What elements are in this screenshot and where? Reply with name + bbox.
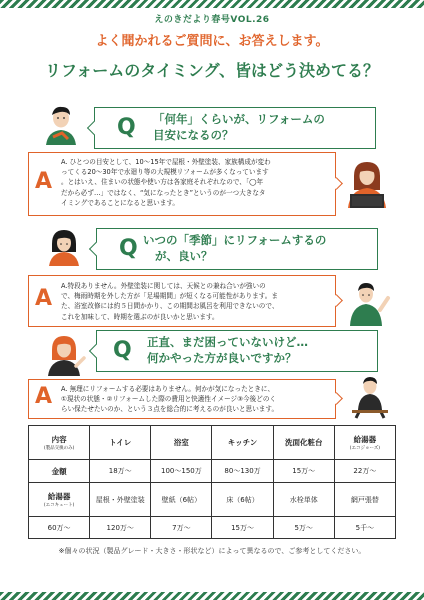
answer-1-mark: A — [35, 169, 53, 194]
question-3-speech-tail — [89, 344, 103, 358]
table-cell: 網戸張替 — [334, 483, 395, 517]
man-waving-illustration — [344, 280, 392, 326]
answer-3-line-1: A. 無理にリフォームする必要はありません。何かが気になったときに、 — [61, 385, 275, 393]
answer-2-line-4: これを加味して、時期を選ぶのが良いかと思います。 — [61, 312, 219, 321]
answer-3-speech-tail — [330, 392, 343, 405]
question-1-speech-tail — [87, 121, 101, 135]
answer-2-line-1: A.特段ありません。外壁塗装に関しては、天候との兼ね合いが強いの — [61, 282, 266, 290]
question-3-line-2: 何かやった方が良いですか？ — [147, 350, 297, 365]
table-cell: 22万〜 — [334, 459, 395, 483]
answer-3-line-3: らい保たせたいのか、という３点を総合的に考えるのが良いと思います。 — [61, 405, 279, 414]
table-cell: 屋根・外壁塗装 — [90, 483, 151, 517]
answer-1-line-1: A. ひとつの目安として、10〜15年で屋根・外壁塗装、家族構成が変わ — [61, 158, 271, 166]
table-cell: 15万〜 — [212, 517, 273, 539]
table-cell-label: 給湯器 — [47, 492, 71, 502]
question-box-3 — [96, 330, 378, 372]
answer-2-line-3: た、浴室改修には約５日間かかり、この期間お風呂を利用できないので、 — [61, 302, 279, 311]
answer-3-mark: A — [35, 384, 53, 409]
table-cell: 壁紙（6帖） — [151, 483, 212, 517]
table-cell — [29, 426, 90, 460]
table-cell: 5千〜 — [334, 517, 395, 539]
table-row — [29, 459, 396, 483]
answer-3-line-2: ①現状の状態・②リフォームした際の費用と快適性イメージ③今後どのく — [61, 395, 277, 404]
table-row — [29, 426, 396, 460]
answer-1-text — [61, 157, 271, 208]
question-1-line-1: 「何年」くらいが、リフォームの — [153, 112, 325, 126]
table-cell: 金額 — [29, 459, 90, 483]
page-title: リフォームのタイミング、皆はどう決めてる？ — [45, 61, 379, 80]
question-1-line-2: 目安になるの？ — [153, 127, 234, 142]
answer-3-text — [61, 384, 278, 415]
table-cell: 100〜150万 — [151, 459, 212, 483]
table-row — [29, 517, 396, 539]
answer-1-line-3: 。とはいえ、住まいの状態や使い方は各家庭それぞれなので、「◯年 — [61, 178, 264, 187]
table-cell — [29, 483, 90, 517]
table-cell: 120万〜 — [90, 517, 151, 539]
table-header-sublabel: (製品交換のみ) — [43, 445, 75, 451]
question-1-text — [153, 112, 325, 143]
answer-2-speech-tail — [330, 294, 343, 307]
woman-with-laptop-illustration — [342, 158, 392, 208]
table-cell-sublabel: (エコジョーズ) — [349, 445, 380, 451]
answer-1-line-2: ってくる20〜30年で水廻り等の大規模リフォームが多くなっています — [61, 168, 269, 177]
table-cell: 5万〜 — [273, 517, 334, 539]
table-cell: 15万〜 — [273, 459, 334, 483]
answer-box-1 — [28, 152, 336, 216]
table-header-label: 内容 — [51, 434, 67, 444]
question-box-1 — [94, 107, 376, 149]
woman-thinking-illustration — [44, 226, 84, 266]
question-2-speech-tail — [89, 242, 103, 256]
issue-label: えのきだより春号VOL.26 — [154, 15, 270, 25]
question-3-line-1: 正直、まだ困っていないけど… — [147, 335, 308, 349]
table-cell-sublabel: (エコキュート) — [43, 503, 75, 509]
answer-box-3 — [28, 379, 336, 419]
table-cell: 18万〜 — [90, 459, 151, 483]
footnote: ※個々の状況（製品グレード・大きさ・形状など）によって異なるので、ご参考としてください。 — [58, 547, 366, 555]
subtitle: よく聞かれるご質問に、お答えします。 — [95, 34, 329, 49]
question-2-line-2: が、良い？ — [155, 248, 213, 263]
question-2-mark: Q — [119, 236, 138, 261]
question-box-2 — [96, 228, 378, 270]
table-cell-label: 給湯器 — [353, 434, 377, 444]
question-2-text — [143, 233, 326, 264]
table-cell: 60万〜 — [29, 517, 90, 539]
cost-table — [28, 425, 396, 539]
question-2-line-1: いつの「季節」にリフォームするの — [143, 233, 327, 247]
answer-2-mark: A — [35, 286, 53, 311]
answer-1-line-5: イミングであることになると思います。 — [61, 198, 180, 207]
table-cell: 洗面化粧台 — [273, 426, 334, 460]
table-cell: 床（6帖） — [212, 483, 273, 517]
table-row — [29, 483, 396, 517]
table-cell: 水栓単体 — [273, 483, 334, 517]
question-3-text — [147, 335, 308, 366]
answer-2-text — [61, 281, 278, 322]
table-cell: 80〜130万 — [212, 459, 273, 483]
table-cell: 7万〜 — [151, 517, 212, 539]
man-sitting-illustration — [344, 374, 392, 420]
question-1-mark: Q — [117, 115, 136, 140]
answer-2-line-2: で、梅雨時期を外した方が「足場期間」が短くなる可能性があります。ま — [61, 292, 278, 301]
question-3-mark: Q — [113, 338, 132, 363]
woman-pointing-illustration — [42, 332, 86, 376]
table-cell: 浴室 — [151, 426, 212, 460]
answer-box-2 — [28, 275, 336, 327]
answer-1-line-4: だから必ず…」ではなく、“気になったとき”というのが一つ大きなタ — [61, 188, 266, 197]
man-thinking-illustration — [40, 103, 82, 145]
table-cell: キッチン — [212, 426, 273, 460]
bottom-stripe-border — [0, 592, 424, 600]
table-cell — [334, 426, 395, 460]
answer-1-speech-tail — [330, 177, 343, 190]
table-cell: トイレ — [90, 426, 151, 460]
top-stripe-border — [0, 0, 424, 8]
